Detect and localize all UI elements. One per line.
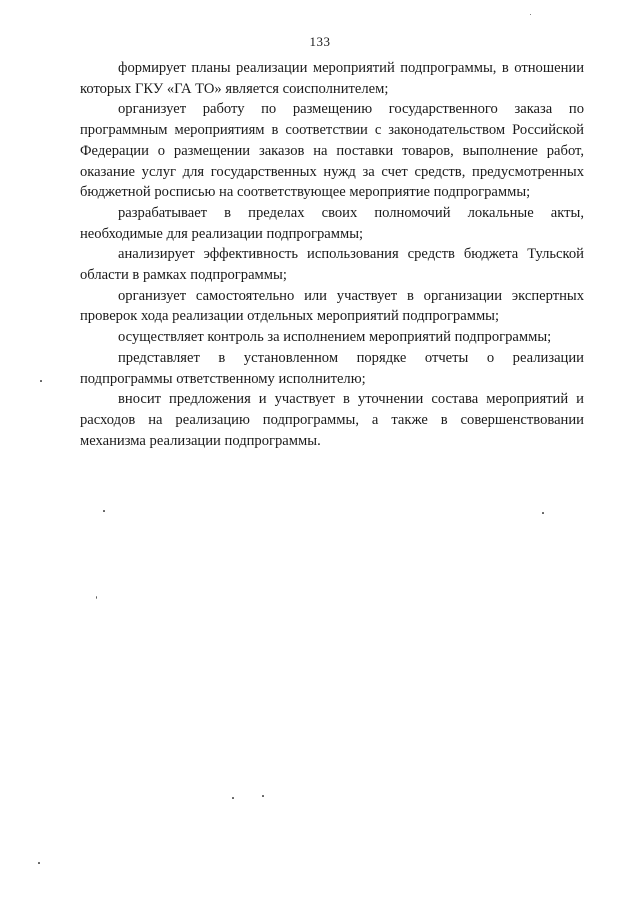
paragraph: формирует планы реализации мероприятий подпрограммы, в отношении которых ГКУ «ГА ТО» является соисполнителем; xyxy=(80,60,584,97)
scan-speck xyxy=(262,795,264,797)
page-number: 133 xyxy=(309,34,331,49)
scan-speck xyxy=(103,510,105,512)
paragraph: разрабатывает в пределах своих полномочий локальные акты, необходимые для реализации подпрограммы; xyxy=(80,204,584,242)
paragraph: анализирует эффективность использования средств бюджета Тульской области в рамках подпрограммы; xyxy=(80,246,584,284)
body-text xyxy=(80,58,584,451)
scan-speck xyxy=(232,797,234,799)
paragraph: осуществляет контроль за исполнением мероприятий подпрограммы; xyxy=(118,329,552,346)
paragraph: представляет в установленном порядке отчеты о реализации подпрограммы ответственному исполнителю; xyxy=(80,349,584,387)
scan-speck xyxy=(96,596,97,599)
paragraph: вносит предложения и участвует в уточнении состава мероприятий и расходов на реализацию подпрограммы, а также в совершенствовании механизма реализации подпрограммы. xyxy=(80,391,584,449)
scan-speck xyxy=(40,380,42,382)
scan-speck xyxy=(530,14,531,15)
scan-speck xyxy=(542,512,544,514)
paragraph: организует самостоятельно или участвует в организации экспертных проверок хода реализации отдельных мероприятий подпрограммы; xyxy=(80,287,584,325)
paragraph: организует работу по размещению государственного заказа по программным мероприятиям в соответствии с законодательством Российской Федерации о размещении заказов на поставки товаров, выполнение работ, оказание услуг для государственных нужд за счет средств, предусмотренных бюджетной росписью на соответствующее мероприятие подпрограммы; xyxy=(80,101,584,201)
scan-speck xyxy=(38,862,40,864)
